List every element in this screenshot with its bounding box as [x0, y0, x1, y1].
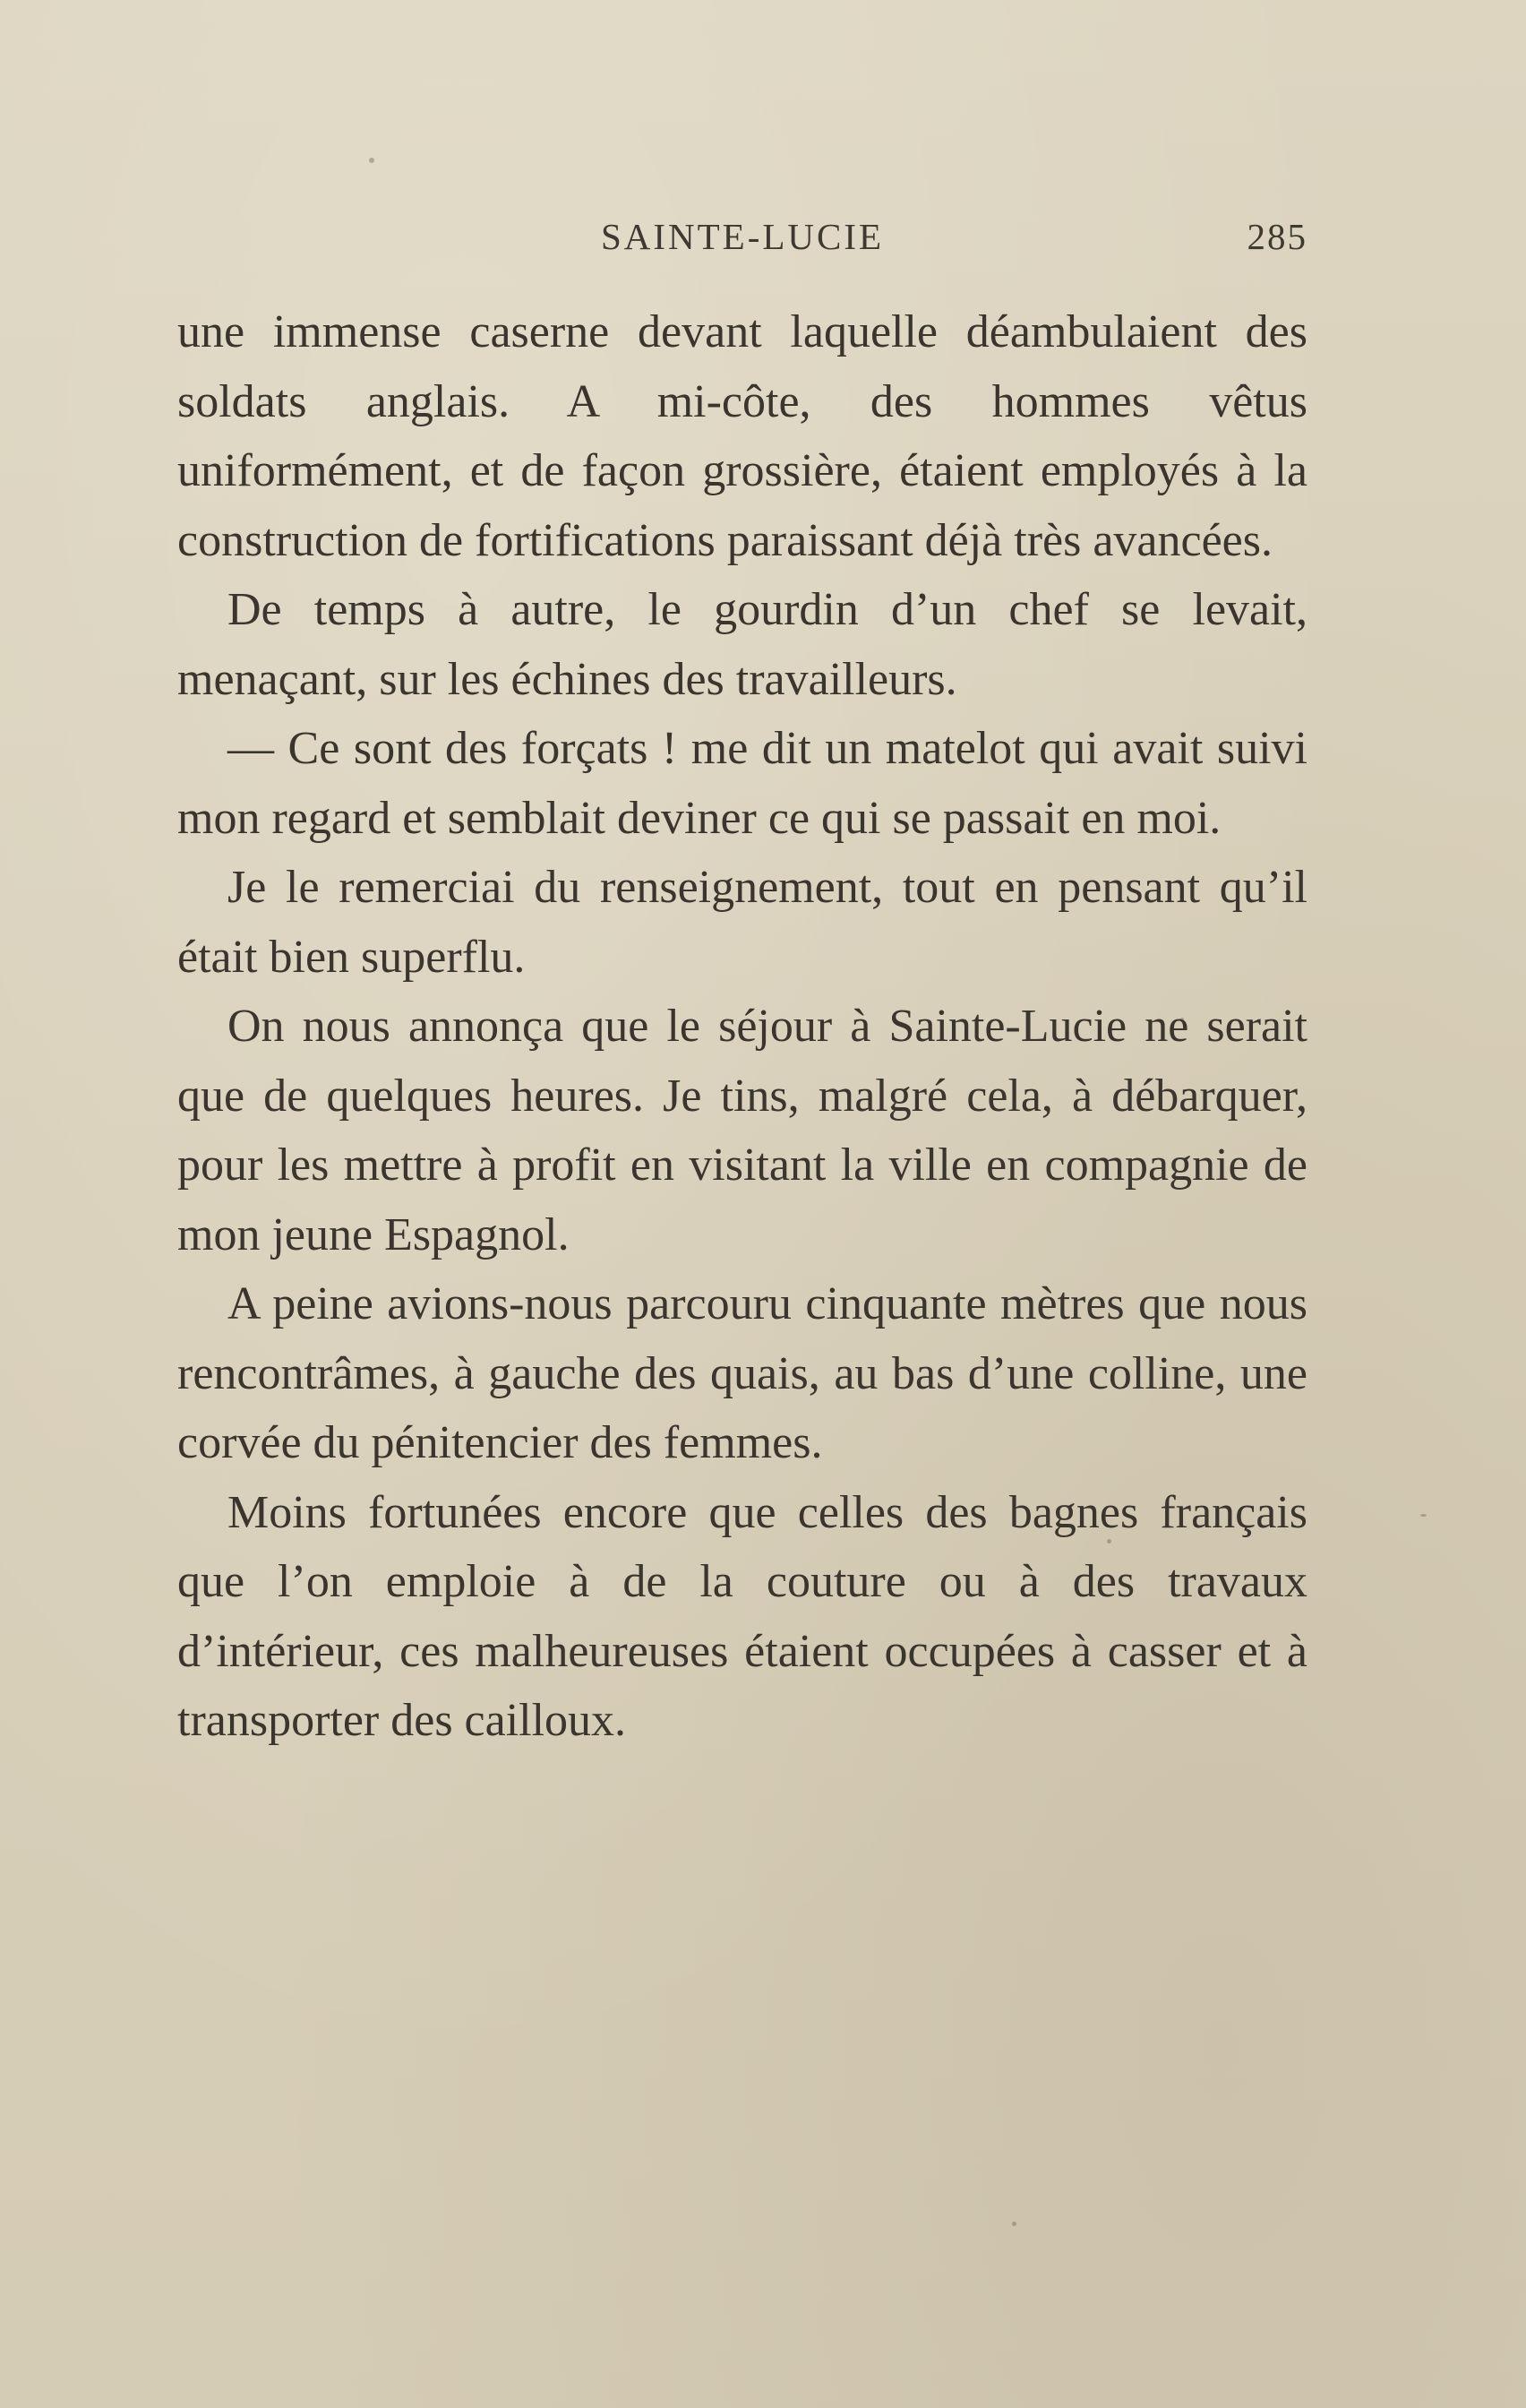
running-head	[177, 215, 1307, 269]
paragraph: Moins fortunées encore que celles des bagnes français que l’on emploie à de la couture ou à des travaux d’intérieur, ces malheureuses étaient occupées à casser et à transporter des cailloux.	[177, 1486, 1307, 1746]
page-number: 285	[1247, 216, 1307, 257]
paragraph: Je le remerciai du renseignement, tout en pensant qu’il était bien superflu.	[177, 862, 1307, 983]
paragraph: De temps à autre, le gourdin d’un chef se levait, menaçant, sur les échines des travailleurs.	[177, 584, 1307, 705]
paragraph: A peine avions-nous parcouru cinquante mètres que nous rencontrâmes, à gauche des quais, au bas d’une colline, une corvée du pénitencier des femmes.	[177, 1278, 1307, 1468]
running-title: SAINTE-LUCIE	[600, 216, 885, 257]
paragraph: — Ce sont des forçats ! me dit un matelot qui avait suivi mon regard et semblait deviner ce qui se passait en moi.	[177, 723, 1307, 844]
paper-speck	[369, 158, 374, 163]
paragraph: une immense caserne devant laquelle déambulaient des soldats anglais. A mi-côte, des hommes vêtus uniformément, et de façon grossière, étaient employés à la construction de fortifications paraissant déjà très avancées.	[177, 306, 1307, 566]
paper-speck	[1420, 1514, 1427, 1517]
paper-speck	[1012, 2222, 1016, 2226]
body-text	[177, 297, 1307, 1756]
paragraph: On nous annonça que le séjour à Sainte-Lucie ne serait que de quelques heures. Je tins, malgré cela, à débarquer, pour les mettre à profit en visitant la ville en compagnie de mon jeune Espagnol.	[177, 1001, 1307, 1260]
